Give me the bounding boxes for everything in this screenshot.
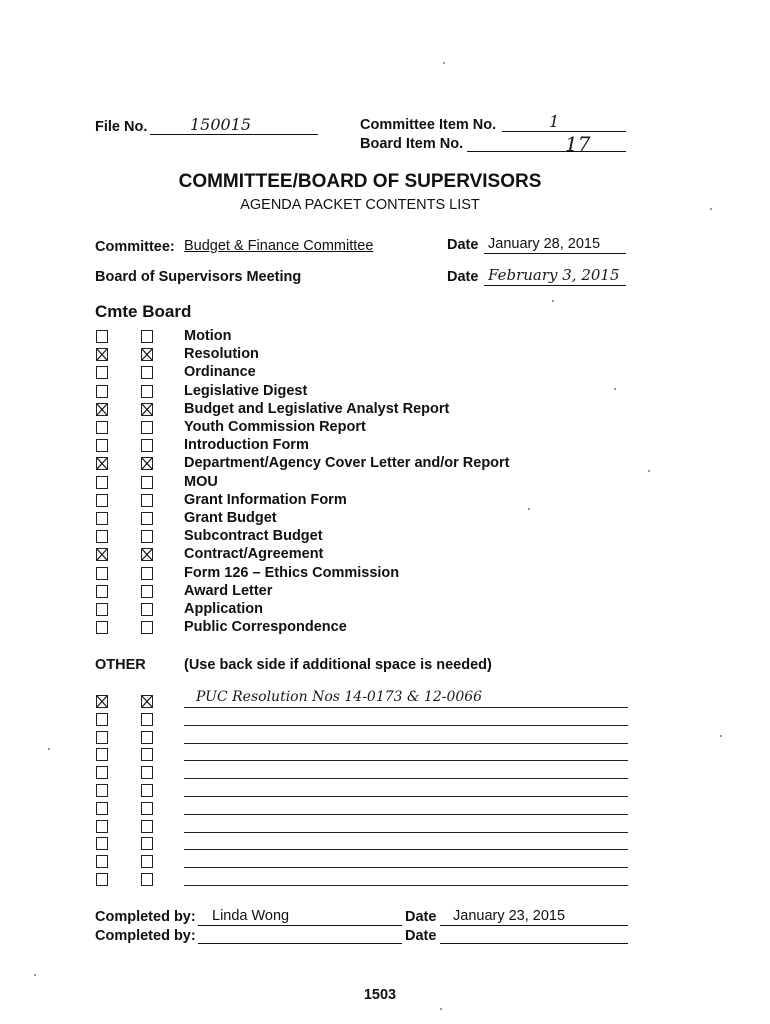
committee-value: Budget & Finance Committee [184,238,374,254]
checklist-item-label: MOU [184,473,218,490]
board-checkbox[interactable] [141,548,153,561]
other-cmte-checkbox[interactable] [96,855,108,868]
board-checkbox[interactable] [141,439,153,452]
cmte-checkbox[interactable] [96,403,108,416]
other-entry-line[interactable] [184,725,628,726]
cmte-checkbox[interactable] [96,439,108,452]
other-entry-line[interactable] [184,760,628,761]
other-board-checkbox[interactable] [141,820,153,833]
board-item-value: 17 [565,132,591,156]
other-entry-line[interactable] [184,832,628,833]
cmte-checkbox[interactable] [96,548,108,561]
board-checkbox[interactable] [141,348,153,361]
cmte-checkbox[interactable] [96,385,108,398]
other-board-checkbox[interactable] [141,837,153,850]
other-entry-line[interactable] [184,796,628,797]
cmte-checkbox[interactable] [96,512,108,525]
board-checkbox[interactable] [141,530,153,543]
cmte-checkbox[interactable] [96,348,108,361]
other-cmte-checkbox[interactable] [96,784,108,797]
other-entry-line[interactable] [184,778,628,779]
other-cmte-checkbox[interactable] [96,802,108,815]
checklist-item-label: Subcontract Budget [184,528,323,545]
completed-by-name-1: Linda Wong [212,908,290,924]
checklist-item-label: Motion [184,328,232,344]
other-entry-line[interactable] [184,867,628,868]
other-cmte-checkbox[interactable] [96,766,108,779]
completed-by-label-1: Completed by: [95,909,196,925]
committee-item-label: Committee Item No. [360,117,497,133]
other-board-checkbox[interactable] [141,766,153,779]
checklist-item-label: Grant Information Form [184,491,347,508]
other-cmte-checkbox[interactable] [96,695,108,708]
board-checkbox[interactable] [141,476,153,489]
file-no-label: File No. [95,119,148,135]
other-entry-line[interactable] [184,885,628,886]
checklist-item-label: Public Correspondence [184,619,347,636]
other-board-checkbox[interactable] [141,873,153,886]
other-board-checkbox[interactable] [141,695,153,708]
other-board-checkbox[interactable] [141,713,153,726]
cmte-checkbox[interactable] [96,621,108,634]
cmte-checkbox[interactable] [96,494,108,507]
board-date-value: February 3, 2015 [488,266,620,284]
columns-heading: Cmte Board [95,302,192,321]
board-checkbox[interactable] [141,603,153,616]
cmte-checkbox[interactable] [96,457,108,470]
other-note: (Use back side if additional space is needed) [184,657,492,673]
other-cmte-checkbox[interactable] [96,731,108,744]
board-checkbox[interactable] [141,512,153,525]
checklist-item-label: Contract/Agreement [184,546,324,563]
board-meeting-label: Board of Supervisors Meeting [95,269,302,285]
board-date-label: Date [447,269,479,285]
other-board-checkbox[interactable] [141,802,153,815]
board-checkbox[interactable] [141,421,153,434]
cmte-checkbox[interactable] [96,530,108,543]
cmte-checkbox[interactable] [96,567,108,580]
cmte-checkbox[interactable] [96,476,108,489]
page-title: COMMITTEE/BOARD OF SUPERVISORS [178,171,542,192]
board-checkbox[interactable] [141,330,153,343]
completed-date-label-1: Date [405,909,437,925]
cmte-checkbox[interactable] [96,603,108,616]
other-entry-line[interactable] [184,707,628,708]
checklist-item-label: Budget and Legislative Analyst Report [184,400,450,417]
other-cmte-checkbox[interactable] [96,820,108,833]
other-entry-line[interactable] [184,814,628,815]
board-checkbox[interactable] [141,403,153,416]
other-cmte-checkbox[interactable] [96,748,108,761]
other-board-checkbox[interactable] [141,731,153,744]
other-cmte-checkbox[interactable] [96,837,108,850]
committee-date-value: January 28, 2015 [488,236,601,252]
board-checkbox[interactable] [141,621,153,634]
other-entry-text: PUC Resolution Nos 14-0173 & 12-0066 [196,689,483,705]
board-checkbox[interactable] [141,385,153,398]
other-cmte-checkbox[interactable] [96,713,108,726]
board-checkbox[interactable] [141,457,153,470]
committee-label: Committee: [95,239,175,255]
completed-by-label-2: Completed by: [95,928,196,944]
checklist-item-label: Application [184,601,263,617]
checklist-item-label: Legislative Digest [184,382,308,399]
board-checkbox[interactable] [141,567,153,580]
board-item-label: Board Item No. [360,136,464,152]
other-cmte-checkbox[interactable] [96,873,108,886]
completed-date-label-2: Date [405,928,437,944]
checklist-item-label: Ordinance [184,364,256,381]
other-board-checkbox[interactable] [141,784,153,797]
checklist-item-label: Youth Commission Report [184,419,366,435]
checklist-item-label: Grant Budget [184,510,277,526]
board-checkbox[interactable] [141,494,153,507]
other-entry-line[interactable] [184,849,628,850]
cmte-checkbox[interactable] [96,421,108,434]
checklist-item-label: Department/Agency Cover Letter and/or Report [184,455,510,472]
cmte-checkbox[interactable] [96,366,108,379]
committee-date-label: Date [447,237,479,253]
board-checkbox[interactable] [141,585,153,598]
checklist-item-label: Resolution [184,346,259,363]
page-number: 1503 [363,987,397,1003]
committee-item-value: 1 [549,112,560,131]
completed-date-value-1: January 23, 2015 [453,908,566,924]
cmte-checkbox[interactable] [96,585,108,598]
cmte-checkbox[interactable] [96,330,108,343]
other-board-checkbox[interactable] [141,748,153,761]
checklist-item-label: Award Letter [184,582,273,599]
other-entry-line[interactable] [184,743,628,744]
checklist-item-label: Introduction Form [184,437,309,454]
other-board-checkbox[interactable] [141,855,153,868]
checklist-item-label: Form 126 – Ethics Commission [184,564,400,581]
file-no-value: 150015 [190,115,252,134]
other-label: OTHER [95,657,146,673]
page-subtitle: AGENDA PACKET CONTENTS LIST [240,197,480,213]
board-checkbox[interactable] [141,366,153,379]
